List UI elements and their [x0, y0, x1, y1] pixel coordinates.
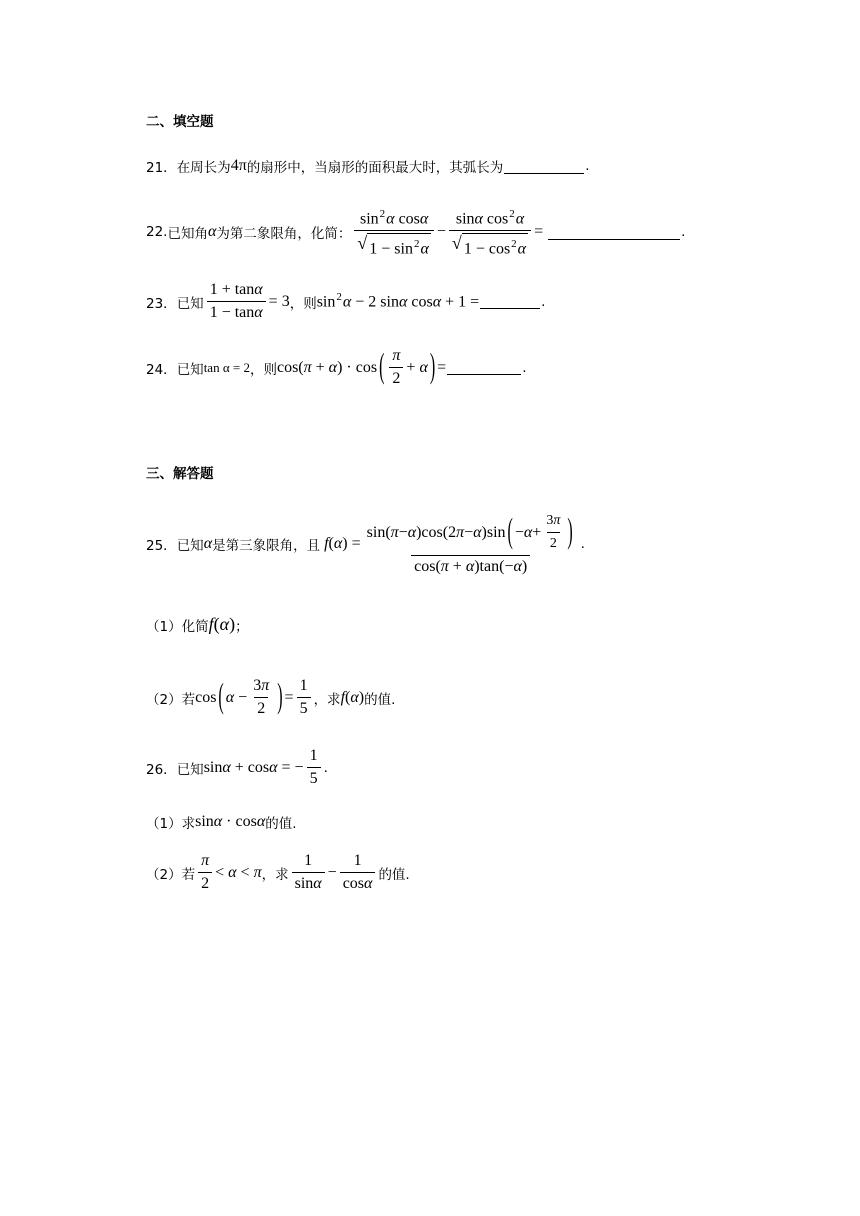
math-expression: f(α) =: [324, 535, 361, 552]
question-text: ，则: [249, 361, 277, 378]
fraction: $\sin^2\alpha$ cosα √ $1 - \sin^2\alpha$: [354, 205, 434, 260]
part-text: 的值.: [265, 816, 297, 832]
fraction: $\frac{\pi}{2}$: [198, 852, 212, 893]
part-text: 的值.: [364, 691, 396, 708]
fraction: sin( π − α )cos(2 π − α )sin ( − α + $\frac{3\pi}{2}$ ) cos(π + α)tan(−α): [366, 512, 573, 575]
question-23: [146, 281, 545, 322]
question-26-part-1: [146, 812, 297, 832]
part-text: 化简: [181, 618, 209, 635]
fraction: sinα $\cos^2\alpha$ √ $1 - \cos^2\alpha$: [449, 205, 531, 260]
fraction: $\frac{1}{5}$: [297, 677, 311, 718]
question-text: 已知角: [167, 226, 208, 243]
math-alpha: α: [203, 535, 213, 552]
fraction: $\frac{1 + \tan\alpha}{1 - \tan\alpha}$: [207, 281, 266, 322]
question-25: [146, 512, 585, 576]
section-fill-title: 二、填空题: [146, 114, 214, 130]
question-text: 的扇形中，当扇形的面积最大时，其弧长为: [246, 160, 504, 176]
question-number: 26．: [146, 761, 177, 778]
period: .: [541, 293, 546, 310]
question-22: 22. 已知角 α 为第二象限角，化简： $\sin^2\alpha$ cosα √ $1 - \sin^2\alpha$ − sinα $\cos^2\alpha$ √ $1 - \cos^2\alpha$ = .: [146, 205, 685, 260]
question-text: 是第三象限角，且: [212, 538, 321, 554]
question-number: 23．: [146, 295, 177, 312]
part-text: 求: [181, 816, 196, 832]
question-25-part-2: （2） 若 cos ( α − $\frac{3\pi}{2}$ ) = $\frac{1}{5}$ ，求 f(α) 的值.: [146, 677, 396, 717]
math-expression: cos(π + α) · cos: [276, 358, 378, 376]
math-alpha: α: [207, 223, 217, 241]
question-number: 21．: [146, 160, 177, 176]
question-text: 已知: [176, 538, 204, 554]
math-expression: = 3: [268, 292, 290, 310]
part-text: 若: [181, 866, 196, 883]
math-expression: $\sin^2\alpha - 2$ sinα cosα + 1 =: [316, 291, 480, 311]
part-label: （1）: [146, 618, 182, 635]
question-text: 已知: [176, 761, 204, 778]
answer-blank[interactable]: [548, 225, 680, 240]
question-number: 25．: [146, 538, 177, 554]
fraction: $\frac{3\pi}{2}$: [253, 677, 270, 717]
math-expression: sinα · cosα: [195, 813, 266, 830]
math-expression: 4π: [230, 157, 247, 174]
question-number: 22.: [146, 224, 168, 241]
math-expression: f(α): [208, 614, 236, 634]
math-expression: tan α = 2: [203, 359, 250, 375]
question-text: ，则: [289, 295, 317, 312]
period: .: [522, 359, 527, 376]
question-text: 已知: [176, 361, 204, 378]
question-26: [146, 747, 328, 788]
part-label: （1）: [146, 816, 182, 832]
question-25-part-1: [146, 614, 249, 635]
part-text: 若: [181, 691, 196, 708]
period: .: [323, 759, 328, 776]
answer-blank[interactable]: [504, 159, 584, 174]
part-text: ，求: [261, 866, 289, 883]
section-answer-title: 三、解答题: [146, 466, 214, 482]
question-number: 24．: [146, 361, 177, 378]
question-26-part-2: （2） 若 $\frac{\pi}{2}$ < α < π ，求 $\frac{1}{\sin\alpha}$ − $\frac{1}{\cos\alpha}$ 的值.: [146, 852, 410, 892]
answer-blank[interactable]: [480, 294, 540, 309]
question-21: [146, 156, 590, 176]
period: .: [585, 158, 590, 174]
part-text: ；: [235, 618, 249, 635]
fraction: $\frac{1}{5}$: [307, 747, 321, 788]
period: .: [681, 224, 686, 241]
question-24: 24． 已知 tan α = 2 ，则 cos(π + α) · cos ( $\frac{\pi}{2}$ + α ) = .: [146, 347, 527, 387]
part-text: ，求: [313, 691, 341, 708]
fraction: $\frac{1}{\cos\alpha}$: [340, 852, 376, 893]
fraction: $\frac{\pi}{2}$: [389, 347, 403, 388]
fraction: $\frac{1}{\sin\alpha}$: [292, 852, 325, 893]
question-text: 已知: [176, 295, 204, 312]
part-label: （2）: [146, 691, 182, 708]
math-expression: sinα + cosα = −: [203, 758, 304, 776]
period: .: [580, 536, 585, 552]
question-text: 在周长为: [176, 160, 231, 176]
part-text: 的值.: [378, 866, 410, 883]
question-text: 为第二象限角，化简：: [216, 226, 352, 243]
part-label: （2）: [146, 866, 182, 883]
answer-blank[interactable]: [447, 360, 521, 375]
